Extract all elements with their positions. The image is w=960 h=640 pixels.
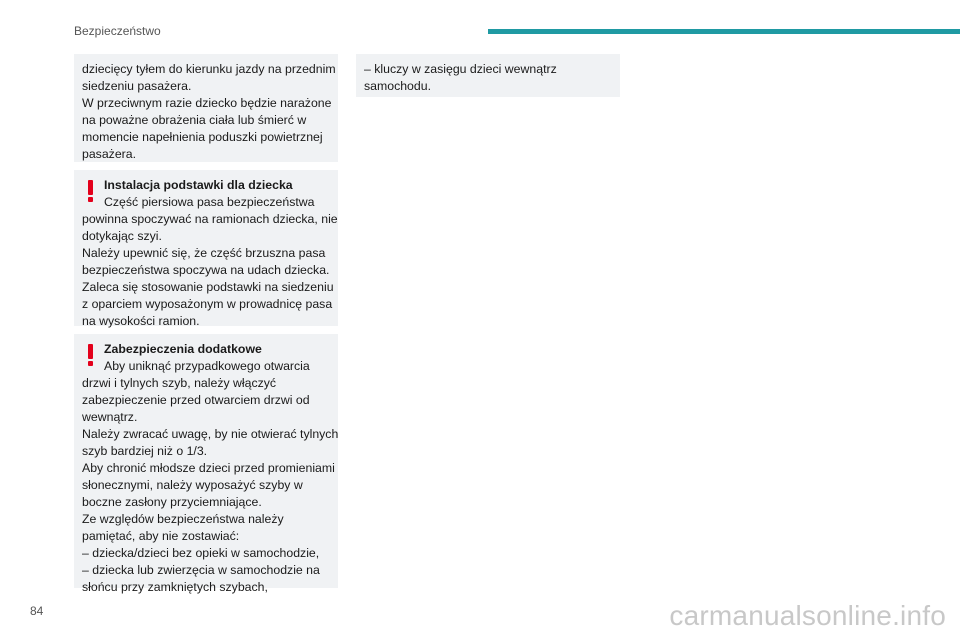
warning-exclamation-icon xyxy=(88,180,94,202)
text-line: W przeciwnym razie dziecko będzie narażone xyxy=(82,96,332,110)
text-line: z oparciem wyposażonym w prowadnicę pasa xyxy=(82,297,333,311)
text-line: Zaleca się stosowanie podstawki na siedzeniu xyxy=(82,280,334,294)
warning-box-booster-seat xyxy=(74,170,338,326)
text-line: szyb bardziej niż o 1/3. xyxy=(82,444,208,458)
text-line: na wysokości ramion. xyxy=(82,314,200,328)
text-line: Aby chronić młodsze dzieci przed promieniami xyxy=(82,461,335,475)
text-line: pamiętać, aby nie zostawiać: xyxy=(82,529,240,543)
text-line: – dziecka/dzieci bez opieki w samochodzie, xyxy=(82,546,320,560)
text-line: dziecięcy tyłem do kierunku jazdy na przednim xyxy=(82,62,336,76)
text-line: – dziecka lub zwierzęcia w samochodzie na xyxy=(82,563,320,577)
text-line: boczne zasłony przyciemniające. xyxy=(82,495,262,509)
header-title: Bezpieczeństwo xyxy=(74,24,161,38)
text-line: na poważne obrażenia ciała lub śmierć w xyxy=(82,113,307,127)
header-accent-bar xyxy=(488,29,960,34)
text-line: Należy upewnić się, że część brzuszna pasa xyxy=(82,246,326,260)
text-line: Aby uniknąć przypadkowego otwarcia xyxy=(104,359,310,373)
info-box-keys xyxy=(356,54,620,97)
watermark-logo: carmanualsonline.info xyxy=(669,600,946,631)
text-line: – kluczy w zasięgu dzieci wewnątrz xyxy=(364,62,557,76)
text-line: wewnątrz. xyxy=(82,410,138,424)
warning-title: Instalacja podstawki dla dziecka xyxy=(104,178,293,192)
text-line: powinna spoczywać na ramionach dziecka, nie xyxy=(82,212,338,226)
text-line: dotykając szyi. xyxy=(82,229,162,243)
text-line: siedzeniu pasażera. xyxy=(82,79,192,93)
text-line: pasażera. xyxy=(82,147,137,161)
info-box-continuation xyxy=(74,54,338,162)
text-line: samochodu. xyxy=(364,79,431,93)
text-line: Część piersiowa pasa bezpieczeństwa xyxy=(104,195,315,209)
text-line: Ze względów bezpieczeństwa należy xyxy=(82,512,284,526)
text-line: słonecznymi, należy wyposażyć szyby w xyxy=(82,478,303,492)
warning-exclamation-icon xyxy=(88,344,94,366)
text-line: drzwi i tylnych szyb, należy włączyć xyxy=(82,376,277,390)
text-line: bezpieczeństwa spoczywa na udach dziecka. xyxy=(82,263,330,277)
page-number: 84 xyxy=(30,604,44,618)
warning-box-additional-protection xyxy=(74,334,339,594)
text-line: Należy zwracać uwagę, by nie otwierać tylnych xyxy=(82,427,339,441)
text-line: momencie napełnienia poduszki powietrznej xyxy=(82,130,323,144)
warning-title: Zabezpieczenia dodatkowe xyxy=(104,342,262,356)
text-line: zabezpieczenie przed otwarciem drzwi od xyxy=(82,393,310,407)
text-line: słońcu przy zamkniętych szybach, xyxy=(82,580,268,594)
